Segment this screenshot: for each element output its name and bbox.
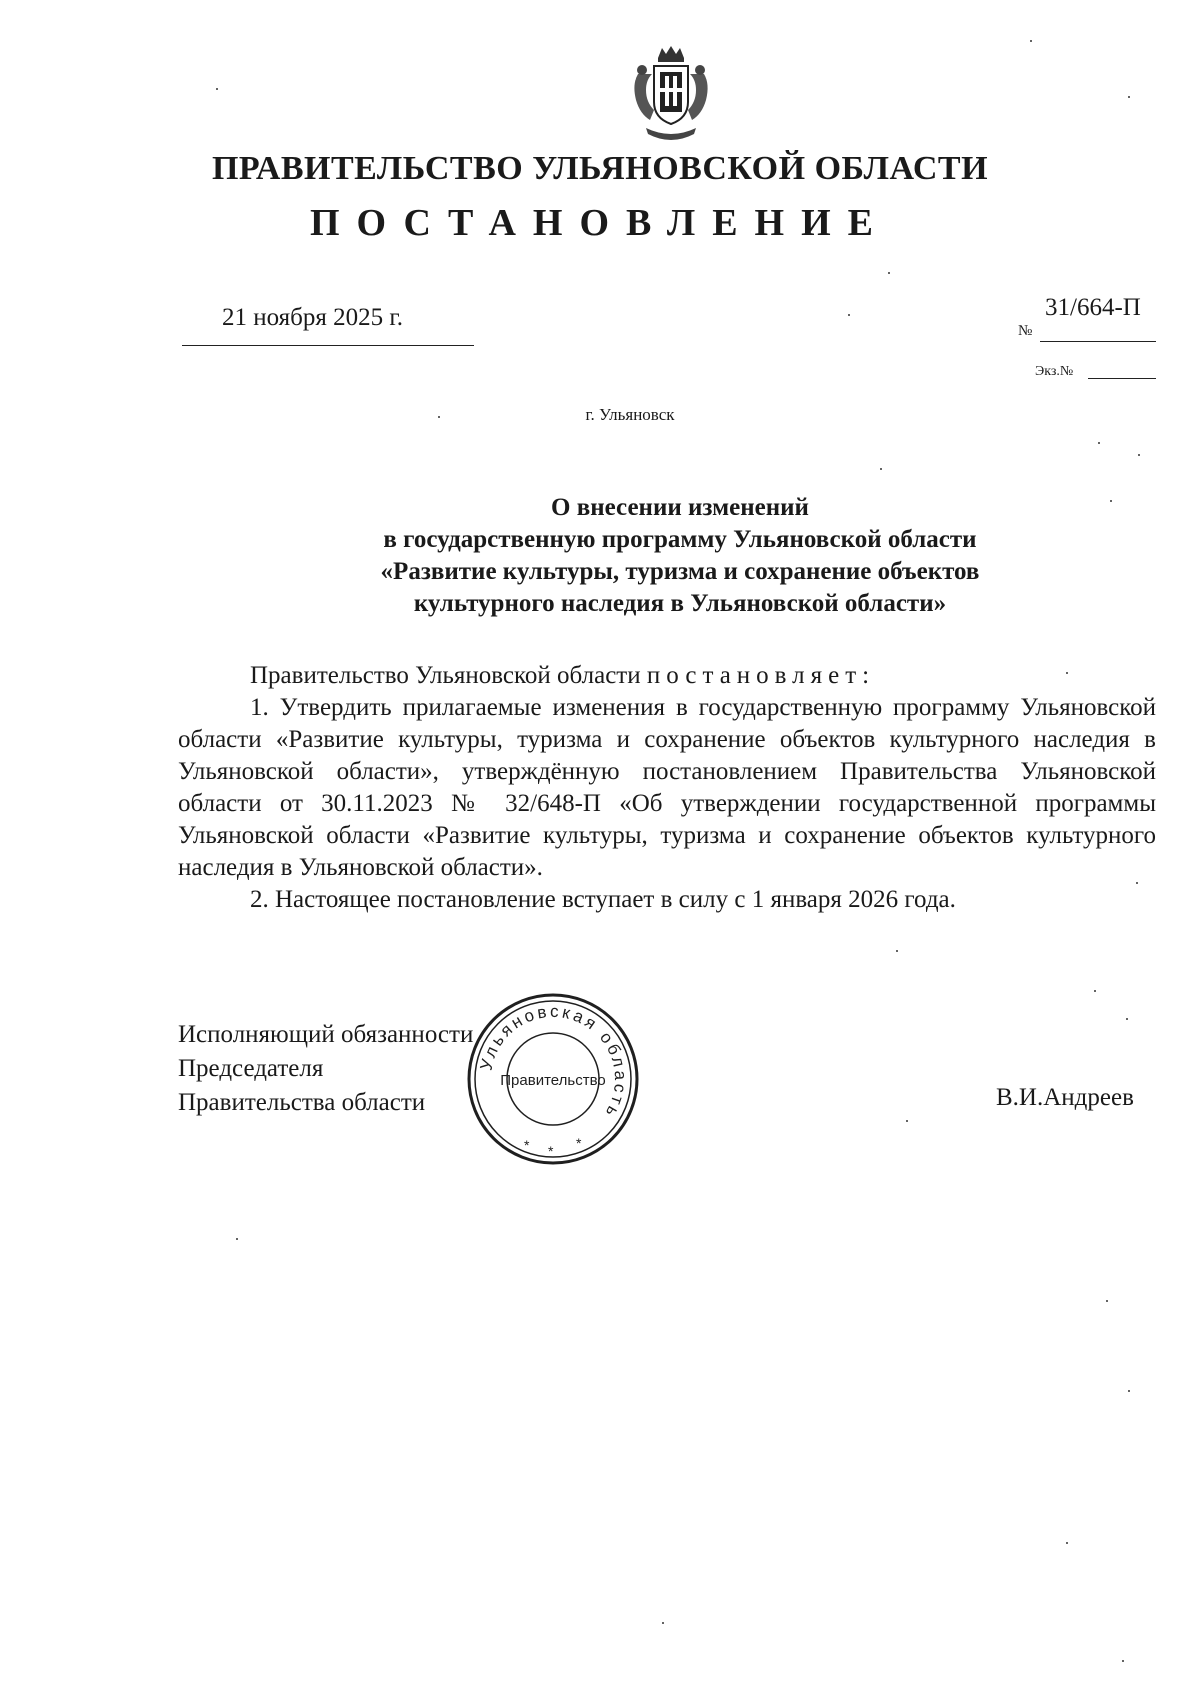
scan-speck: [848, 314, 850, 316]
seal-outer-text: Ульяновская область: [476, 1001, 631, 1123]
document-body: [178, 660, 1156, 916]
scan-speck: [1136, 882, 1138, 884]
scan-speck: [216, 88, 218, 90]
scan-speck: [1128, 1390, 1130, 1392]
seal-star-icon: *: [548, 1143, 554, 1159]
scan-speck: [888, 272, 890, 274]
position-line: Правительства области: [178, 1089, 426, 1116]
number-underline: [1040, 341, 1156, 342]
document-type-title: ПОСТАНОВЛЕНИЕ: [309, 202, 891, 244]
subject-line: культурного наследия в Ульяновской области»: [413, 590, 947, 617]
ulyanovsk-coat-of-arms-icon: [628, 44, 714, 148]
scan-speck: [1030, 40, 1032, 42]
copy-number-underline: [1088, 378, 1156, 379]
seal-star-icon: *: [524, 1137, 530, 1153]
scan-speck: [880, 468, 882, 470]
position-line: Председателя: [178, 1055, 324, 1082]
scan-speck: [1106, 1300, 1108, 1302]
copy-number-label: Экз.№: [1035, 364, 1074, 379]
scan-speck: [1128, 96, 1130, 98]
seal-center-text: Правительство: [500, 1072, 606, 1089]
scan-speck: [662, 1622, 664, 1624]
intro-resolves: постановляет: [646, 662, 863, 689]
scan-speck: [236, 1238, 238, 1240]
scan-speck: [1066, 672, 1068, 674]
item-1-paragraph: 1. Утвердить прилагаемые изменения в государственную программу Ульяновской области «Развитие культуры, туризма и сохранение объектов культурного наследия в Ульяновской области», утверждённую постановлением Правительства Ульяновской области от 30.11.2023 № 32/648-П «Об утверждении государственной программы Ульяновской области «Развитие культуры, туризма и сохранение объектов культурного наследия в Ульяновской области».: [178, 694, 1156, 881]
intro-prefix: Правительство Ульяновской области: [250, 662, 647, 689]
scan-speck: [896, 950, 898, 952]
scan-speck: [1126, 1018, 1128, 1020]
document-subject: [200, 492, 1160, 620]
scan-speck: [906, 1120, 908, 1122]
official-seal: [464, 990, 642, 1168]
number-sign: №: [1018, 323, 1033, 339]
signatory-position: [178, 1018, 473, 1120]
scan-speck: [1098, 442, 1100, 444]
date-underline: [182, 345, 474, 346]
scan-speck: [1110, 500, 1112, 502]
item-2-paragraph: 2. Настоящее постановление вступает в силу с 1 января 2026 года.: [250, 886, 956, 913]
government-title: ПРАВИТЕЛЬСТВО УЛЬЯНОВСКОЙ ОБЛАСТИ: [211, 150, 989, 187]
scan-speck: [438, 416, 440, 418]
intro-suffix: :: [862, 662, 870, 689]
svg-text:Ульяновская область: [477, 1002, 631, 1123]
intro-paragraph: [178, 660, 1156, 692]
scan-speck: [1122, 1660, 1124, 1662]
subject-line: О внесении изменений: [551, 494, 809, 521]
signatory-name: В.И.Андреев: [996, 1084, 1134, 1111]
scan-speck: [1094, 990, 1096, 992]
seal-star-icon: *: [576, 1135, 582, 1151]
subject-line: «Развитие культуры, туризма и сохранение объектов: [380, 558, 980, 585]
scan-speck: [1066, 1542, 1068, 1544]
subject-line: в государственную программу Ульяновской области: [383, 526, 977, 553]
scan-speck: [1138, 454, 1140, 456]
position-line: Исполняющий обязанности: [178, 1021, 474, 1048]
city-name: г. Ульяновск: [585, 405, 675, 424]
document-date: 21 ноября 2025 г.: [222, 304, 404, 331]
document-number: 31/664-П: [1045, 294, 1141, 321]
